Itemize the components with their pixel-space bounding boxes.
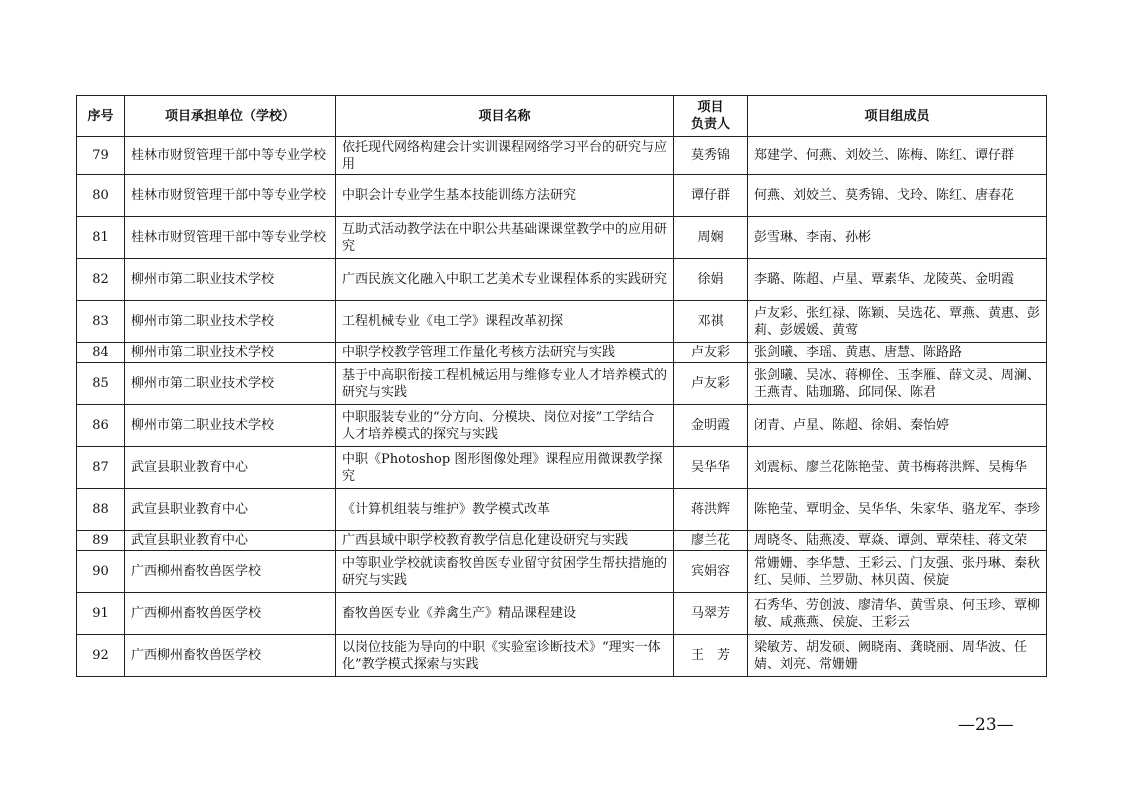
row-members: 张剑曦、吴冰、蒋柳佺、玉李雁、薛文灵、周澜、王燕青、陆珈璐、邱同保、陈君 [748, 363, 1047, 405]
row-number: 88 [77, 489, 125, 531]
row-number: 87 [77, 447, 125, 489]
row-leader: 卢友彩 [674, 363, 748, 405]
row-members: 石秀华、劳创波、廖清华、黄雪泉、何玉珍、覃柳敏、咸燕燕、侯旋、王彩云 [748, 593, 1047, 635]
row-project-name: 中职《Photoshop 图形图像处理》课程应用微课教学探究 [336, 447, 674, 489]
row-members: 梁敏芳、胡发硕、阙晓南、龚晓丽、周华波、任婧、刘亮、常姗姗 [748, 635, 1047, 677]
row-unit: 柳州市第二职业技术学校 [125, 259, 336, 301]
table-row [77, 635, 1047, 677]
row-number: 91 [77, 593, 125, 635]
row-leader: 吴华华 [674, 447, 748, 489]
row-number: 83 [77, 301, 125, 343]
row-project-name: 中职学校教学管理工作量化考核方法研究与实践 [336, 343, 674, 363]
row-project-name: 以岗位技能为导向的中职《实验室诊断技术》“理实一体化”教学模式探索与实践 [336, 635, 674, 677]
row-project-name: 中职服装专业的“分方向、分模块、岗位对接”工学结合人才培养模式的探究与实践 [336, 405, 674, 447]
header-no: 序号 [77, 96, 125, 137]
row-number: 90 [77, 551, 125, 593]
row-leader: 王 芳 [674, 635, 748, 677]
row-number: 89 [77, 531, 125, 551]
header-unit: 项目承担单位（学校） [125, 96, 336, 137]
row-leader: 马翠芳 [674, 593, 748, 635]
row-project-name: 《计算机组装与维护》教学模式改革 [336, 489, 674, 531]
row-project-name: 中职会计专业学生基本技能训练方法研究 [336, 175, 674, 217]
table-row [77, 301, 1047, 343]
row-project-name: 互助式活动教学法在中职公共基础课课堂教学中的应用研究 [336, 217, 674, 259]
row-members: 常姗姗、李华慧、王彩云、门友强、张丹琳、秦秋红、吴师、兰罗勋、林贝茵、侯旋 [748, 551, 1047, 593]
row-project-name: 畜牧兽医专业《养禽生产》精品课程建设 [336, 593, 674, 635]
page-number: —23— [958, 715, 1014, 735]
table-body [77, 137, 1047, 677]
row-leader: 邓祺 [674, 301, 748, 343]
row-leader: 徐娟 [674, 259, 748, 301]
row-project-name: 广西民族文化融入中职工艺美术专业课程体系的实践研究 [336, 259, 674, 301]
row-members: 郑建学、何燕、刘姣兰、陈梅、陈红、谭仔群 [748, 137, 1047, 175]
row-number: 79 [77, 137, 125, 175]
row-project-name: 广西县域中职学校教育教学信息化建设研究与实践 [336, 531, 674, 551]
row-number: 80 [77, 175, 125, 217]
row-leader: 卢友彩 [674, 343, 748, 363]
row-members: 周晓冬、陆燕凌、覃焱、谭剑、覃荣桂、蒋文荣 [748, 531, 1047, 551]
row-leader: 谭仔群 [674, 175, 748, 217]
table-row [77, 363, 1047, 405]
table-row [77, 137, 1047, 175]
row-members: 卢友彩、张红禄、陈颖、吴选花、覃燕、黄惠、彭莉、彭媛媛、黄莺 [748, 301, 1047, 343]
row-unit: 广西柳州畜牧兽医学校 [125, 635, 336, 677]
row-members: 彭雪琳、李南、孙彬 [748, 217, 1047, 259]
header-members: 项目组成员 [748, 96, 1047, 137]
row-project-name: 基于中高职衔接工程机械运用与维修专业人才培养模式的研究与实践 [336, 363, 674, 405]
table-row [77, 551, 1047, 593]
row-number: 85 [77, 363, 125, 405]
table-row [77, 217, 1047, 259]
project-table [76, 95, 1047, 677]
row-members: 李璐、陈超、卢星、覃素华、龙陵英、金明霞 [748, 259, 1047, 301]
row-members: 张剑曦、李瑶、黄惠、唐慧、陈路路 [748, 343, 1047, 363]
row-leader: 蒋洪辉 [674, 489, 748, 531]
row-unit: 广西柳州畜牧兽医学校 [125, 593, 336, 635]
row-project-name: 依托现代网络构建会计实训课程网络学习平台的研究与应用 [336, 137, 674, 175]
row-members: 闭青、卢星、陈超、徐娟、秦怡婷 [748, 405, 1047, 447]
row-members: 何燕、刘姣兰、莫秀锦、戈玲、陈红、唐春花 [748, 175, 1047, 217]
row-leader: 金明霞 [674, 405, 748, 447]
row-leader: 周娴 [674, 217, 748, 259]
table-row [77, 447, 1047, 489]
row-number: 92 [77, 635, 125, 677]
table-row [77, 405, 1047, 447]
row-members: 刘震标、廖兰花陈艳莹、黄书梅蒋洪辉、吴梅华 [748, 447, 1047, 489]
table-row [77, 259, 1047, 301]
row-unit: 武宣县职业教育中心 [125, 489, 336, 531]
row-project-name: 工程机械专业《电工学》课程改革初探 [336, 301, 674, 343]
row-number: 84 [77, 343, 125, 363]
table-row [77, 175, 1047, 217]
row-unit: 广西柳州畜牧兽医学校 [125, 551, 336, 593]
table-row [77, 531, 1047, 551]
header-name: 项目名称 [336, 96, 674, 137]
table-row [77, 489, 1047, 531]
row-unit: 柳州市第二职业技术学校 [125, 301, 336, 343]
row-project-name: 中等职业学校就读畜牧兽医专业留守贫困学生帮扶措施的研究与实践 [336, 551, 674, 593]
row-unit: 武宣县职业教育中心 [125, 447, 336, 489]
row-unit: 柳州市第二职业技术学校 [125, 363, 336, 405]
row-unit: 武宣县职业教育中心 [125, 531, 336, 551]
row-number: 86 [77, 405, 125, 447]
table-header-row [77, 96, 1047, 137]
row-unit: 柳州市第二职业技术学校 [125, 343, 336, 363]
table-row [77, 343, 1047, 363]
row-leader: 廖兰花 [674, 531, 748, 551]
header-leader: 项目 负责人 [674, 96, 748, 137]
row-number: 81 [77, 217, 125, 259]
row-unit: 桂林市财贸管理干部中等专业学校 [125, 137, 336, 175]
row-unit: 桂林市财贸管理干部中等专业学校 [125, 175, 336, 217]
row-unit: 柳州市第二职业技术学校 [125, 405, 336, 447]
row-leader: 宾娟容 [674, 551, 748, 593]
row-unit: 桂林市财贸管理干部中等专业学校 [125, 217, 336, 259]
table-row [77, 593, 1047, 635]
row-number: 82 [77, 259, 125, 301]
row-leader: 莫秀锦 [674, 137, 748, 175]
row-members: 陈艳莹、覃明金、吴华华、朱家华、骆龙军、李珍 [748, 489, 1047, 531]
